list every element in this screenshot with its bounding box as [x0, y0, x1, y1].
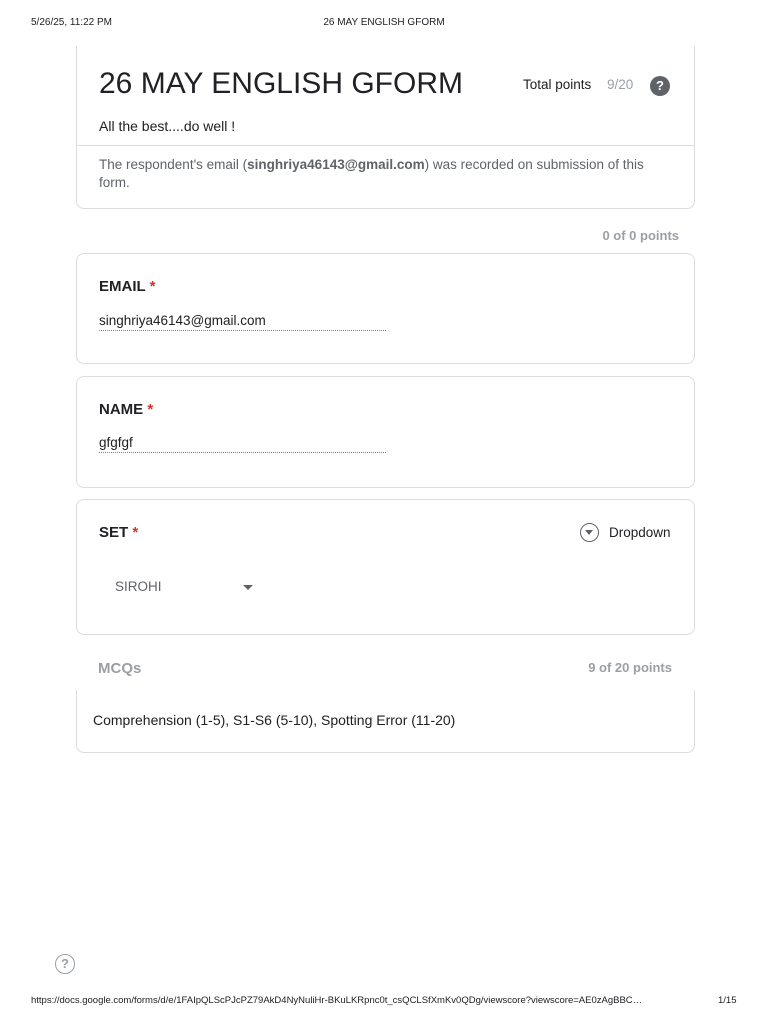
print-datetime: 5/26/25, 11:22 PM — [31, 17, 112, 28]
question-title: EMAIL * — [99, 278, 156, 295]
question-type-label: Dropdown — [609, 525, 671, 540]
print-title: 26 MAY ENGLISH GFORM — [323, 17, 445, 28]
mcq-section-description: Comprehension (1-5), S1-S6 (5-10), Spotting Error (11-20) — [93, 712, 456, 728]
mcq-section-title: MCQs — [98, 660, 142, 677]
help-icon[interactable]: ? — [650, 76, 670, 96]
form-description: All the best....do well ! — [99, 118, 236, 134]
email-recorded-note: The respondent's email (singhriya46143@gmail.com) was recorded on submission of this form. — [99, 157, 644, 190]
set-dropdown-value[interactable]: SIROHI — [115, 579, 162, 594]
mcq-description-card — [76, 690, 695, 753]
form-header-card — [76, 46, 695, 209]
header-divider — [77, 145, 694, 146]
question-title: NAME * — [99, 401, 154, 418]
question-card-email — [76, 253, 695, 364]
caret-down-icon[interactable] — [243, 585, 253, 590]
question-title: SET * — [99, 524, 139, 541]
mcq-section-points: 9 of 20 points — [588, 660, 672, 675]
email-answer: singhriya46143@gmail.com — [99, 313, 386, 331]
print-url: https://docs.google.com/forms/d/e/1FAIpQLScPJcPZ79AkD4NyNuliHr-BKuLKRpnc0t_csQCLSfXmKv0QDg/viewscore?viewscore=AE0zAgBBC… — [31, 995, 643, 1006]
mcq-section-header — [76, 656, 695, 680]
required-asterisk: * — [149, 278, 156, 295]
help-icon[interactable]: ? — [55, 954, 75, 974]
section-points: 0 of 0 points — [602, 228, 679, 243]
form-title: 26 MAY ENGLISH GFORM — [99, 67, 463, 100]
print-page-number: 1/15 — [718, 995, 737, 1006]
total-points-label: Total points — [523, 77, 592, 92]
name-answer: gfgfgf — [99, 435, 386, 453]
question-type-dropdown — [580, 523, 671, 542]
total-points-value: 9/20 — [607, 77, 634, 92]
print-footer — [0, 995, 768, 1009]
required-asterisk: * — [147, 401, 154, 418]
dropdown-circle-icon — [580, 523, 599, 542]
question-card-name — [76, 376, 695, 488]
required-asterisk: * — [132, 524, 139, 541]
print-header — [0, 17, 768, 31]
question-card-set — [76, 499, 695, 635]
recorded-email: singhriya46143@gmail.com — [247, 157, 425, 172]
